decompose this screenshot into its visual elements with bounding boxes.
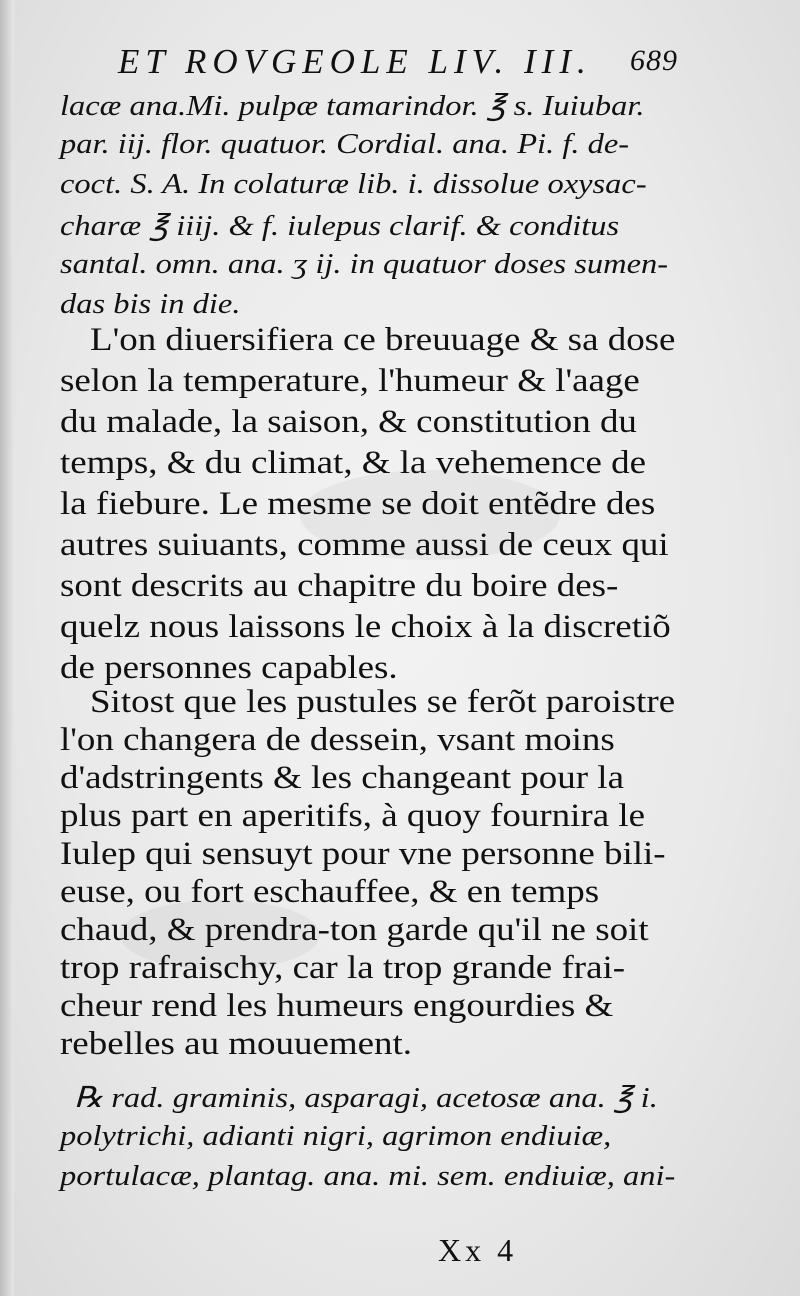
paragraph-line: autres suiuants, comme aussi de ceux qui bbox=[60, 527, 669, 563]
prescription-line: polytrichi, adianti nigri, agrimon endiuiæ, bbox=[60, 1120, 612, 1152]
prescription-line: lacæ ana.Mi. pulpæ tamarindor. ℥ s. Iuiubar. bbox=[60, 90, 645, 122]
paragraph-line: selon la temperature, l'humeur & l'aage bbox=[60, 363, 640, 399]
paragraph-line: du malade, la saison, & constitution du bbox=[60, 404, 637, 440]
paragraph-line: plus part en aperitifs, à quoy fournira le bbox=[60, 798, 646, 834]
prescription-line: das bis in die. bbox=[60, 288, 241, 320]
page-number: 689 bbox=[630, 44, 678, 77]
prescription-line: coct. S. A. In colaturæ lib. i. dissolue oxysac- bbox=[60, 168, 647, 200]
running-title: ET ROVGEOLE LIV. III. bbox=[118, 42, 592, 81]
paragraph-line: trop rafraischy, car la trop grande frai- bbox=[60, 950, 626, 986]
page-edge-shadow bbox=[0, 0, 14, 1296]
page-header bbox=[118, 42, 678, 88]
prescription-line: ℞ rad. graminis, asparagi, acetosæ ana. ℥ i. bbox=[74, 1082, 658, 1114]
paragraph-line: d'adstringents & les changeant pour la bbox=[60, 760, 624, 796]
paragraph-line: euse, ou fort eschauffee, & en temps bbox=[60, 874, 600, 910]
paragraph-line: quelz nous laissons le choix à la discretiõ bbox=[60, 609, 671, 645]
paragraph-line: la fiebure. Le mesme se doit entẽdre des bbox=[60, 486, 656, 522]
signature-mark: Xx 4 bbox=[438, 1232, 518, 1268]
prescription-line: par. iij. flor. quatuor. Cordial. ana. Pi. f. de- bbox=[60, 128, 630, 160]
paragraph-line: cheur rend les humeurs engourdies & bbox=[60, 988, 614, 1024]
prescription-line: charæ ℥ iiij. & f. iulepus clarif. & conditus bbox=[60, 210, 620, 242]
paragraph-line: rebelles au mouuement. bbox=[60, 1026, 413, 1062]
paragraph-line: chaud, & prendra-ton garde qu'il ne soit bbox=[60, 912, 649, 948]
paragraph-line: sont descrits au chapitre du boire des- bbox=[60, 568, 619, 604]
paragraph-line: l'on changera de dessein, vsant moins bbox=[60, 722, 615, 758]
prescription-line: santal. omn. ana. ʒ ij. in quatuor doses sumen- bbox=[60, 248, 669, 280]
prescription-line: portulacæ, plantag. ana. mi. sem. endiuiæ, ani- bbox=[60, 1160, 676, 1192]
paragraph-line: L'on diuersifiera ce breuuage & sa dose bbox=[90, 322, 676, 358]
paragraph-line: Iulep qui sensuyt pour vne personne bili- bbox=[60, 836, 666, 872]
paragraph-line: temps, & du climat, & la vehemence de bbox=[60, 445, 647, 481]
paragraph-line: de personnes capables. bbox=[60, 650, 398, 686]
paragraph-line: Sitost que les pustules se ferõt paroistre bbox=[90, 684, 676, 720]
